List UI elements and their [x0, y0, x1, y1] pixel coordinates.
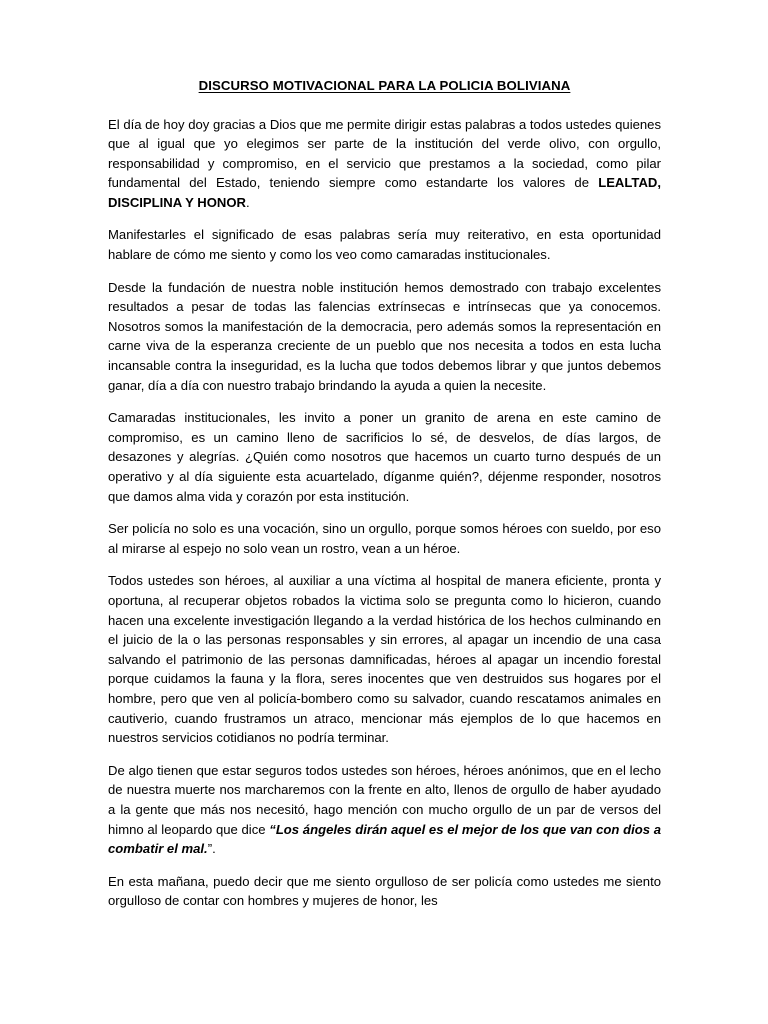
paragraph-1-emphasis-values: LEALTAD, DISCIPLINA Y HONOR	[108, 175, 661, 210]
paragraph-2	[108, 225, 661, 264]
paragraph-7-hymn-quote: Los ángeles dirán aquel es el mejor de los que van con dios a combatir el mal.	[108, 821, 662, 857]
paragraph-6-text: Todos ustedes son héroes, al auxiliar a una víctima al hospital de manera eficiente, pronta y oportuna, al recuperar objetos robados la victima solo se pregunta como lo hicieron, cuando hacen una excelente investigación llegando a la verdad histórica de los hechos culminando en el juicio de la o las personas responsables y sin errores, al apagar un incendio de una casa salvando el patrimonio de las personas damnificadas, héroes al apagar un incendio forestal porque cuidamos la fauna y la flora, seres inocentes que ven destruidos sus hogares por el hombre, pero que ven al policía-bombero como su salvador, cuando rescatamos animales en cautiverio, cuando frustramos un atraco, mencionar más ejemplos de lo que hacemos en nuestros servicios cotidianos no podría terminar.	[108, 573, 661, 746]
paragraph-8-text: En esta mañana, puedo decir que me siento orgulloso de ser policía como ustedes me siento orgulloso de contar con hombres y mujeres de honor, les	[108, 873, 661, 909]
paragraph-7-text-a: De algo tienen que estar seguros todos ustedes son héroes, héroes anónimos, que en el lecho de nuestra muerte nos marcharemos con la frente en alto, llenos de orgullo de haber ayudado a la gente que más nos necesitó, hago mención con mucho orgullo de un par de versos del himno al leopardo que dice	[108, 762, 661, 837]
paragraph-4	[108, 408, 661, 506]
paragraph-1	[108, 115, 661, 213]
paragraph-1-text-c: .	[246, 194, 250, 210]
paragraph-6	[108, 571, 661, 747]
paragraph-7-quote-open: “	[269, 821, 276, 837]
paragraph-8	[108, 872, 661, 911]
paragraph-5	[108, 519, 661, 558]
paragraph-3	[108, 278, 661, 396]
paragraph-2-text: Manifestarles el significado de esas palabras sería muy reiterativo, en esta oportunidad hablare de cómo me siento y como los veo como camaradas institucionales.	[108, 227, 661, 263]
page-title-label: DISCURSO MOTIVACIONAL PARA LA POLICIA BOLIVIANA	[198, 78, 571, 93]
paragraph-5-text: Ser policía no solo es una vocación, sino un orgullo, porque somos héroes con sueldo, por eso al mirarse al espejo no solo vean un rostro, vean a un héroe.	[108, 521, 661, 556]
page-title-text	[199, 78, 571, 93]
paragraph-3-text: Desde la fundación de nuestra noble institución hemos demostrado con trabajo excelentes resultados a pesar de todas las falencias extrínsecas e intrínsecas que ya conocemos. Nosotros somos la manifestación de la democracia, pero además somos la representación en carne viva de la esperanza creciente de un pueblo que nos necesita a todos en esta lucha incansable contra la inseguridad, es la lucha que todos debemos librar y que juntos debemos ganar, día a día con nuestro trabajo brindando la ayuda a quien la necesite.	[108, 279, 661, 393]
paragraph-7-quote-close: ”.	[207, 841, 216, 857]
paragraph-7	[108, 761, 661, 859]
paragraph-4-text: Camaradas institucionales, les invito a poner un granito de arena en este camino de compromiso, es un camino lleno de sacrificios lo sé, de desvelos, de días largos, de desazones y alegrías. ¿Quién como nosotros que hacemos un cuarto turno después de un operativo y al día siguiente esta acuartelado, díganme quién?, déjenme responder, nosotros que damos alma vida y corazón por esta institución.	[108, 410, 661, 504]
paragraph-1-text-a: El día de hoy doy gracias a Dios que me permite dirigir estas palabras a todos ustedes quienes que al igual que yo elegimos ser parte de la institución del verde olivo, con orgullo, responsabilidad y compromiso, en el servicio que prestamos a la sociedad, como pilar fundamental del Estado, teniendo siempre como estandarte los valores de	[108, 116, 661, 191]
page-title	[108, 78, 661, 95]
